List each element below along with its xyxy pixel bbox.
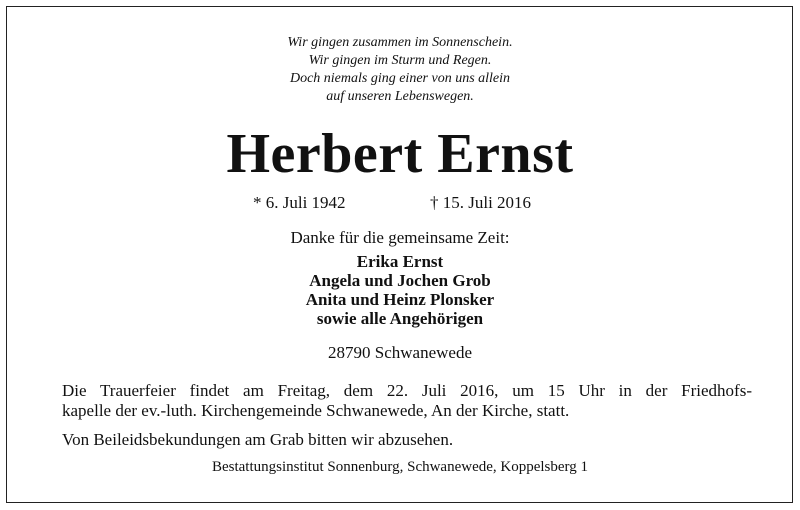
mourner-name: Anita und Heinz Plonsker	[305, 290, 495, 309]
deceased-name: Herbert Ernst	[226, 123, 574, 185]
thanks-line: Danke für die gemeinsame Zeit:	[290, 228, 510, 247]
funeral-notice-line: kapelle der ev.-luth. Kirchengemeinde Schwanewede, An der Kirche, statt.	[62, 401, 570, 420]
funeral-notice	[62, 381, 752, 421]
death-date: † 15. Juli 2016	[430, 193, 532, 212]
poem-line: auf unseren Lebenswegen.	[326, 89, 474, 104]
mourner-name: sowie alle Angehörigen	[316, 309, 484, 328]
poem-line: Wir gingen im Sturm und Regen.	[308, 53, 492, 68]
mourner-name: Angela und Jochen Grob	[309, 271, 491, 290]
mourner-name: Erika Ernst	[356, 252, 444, 271]
place-line: 28790 Schwanewede	[328, 343, 472, 362]
funeral-notice-line: Die Trauerfeier findet am Freitag, dem 22. Juli 2016, um 15 Uhr in der Friedhofs-	[62, 381, 752, 400]
memorial-poem	[0, 34, 800, 106]
birth-date: * 6. Juli 1942	[253, 193, 346, 212]
condolence-notice: Von Beileidsbekundungen am Grab bitten wir abzusehen.	[62, 430, 454, 449]
mourners-list	[0, 252, 800, 328]
poem-line: Doch niemals ging einer von uns allein	[289, 71, 511, 86]
undertaker-line: Bestattungsinstitut Sonnenburg, Schwanewede, Koppelsberg 1	[211, 459, 589, 475]
poem-line: Wir gingen zusammen im Sonnenschein.	[287, 35, 513, 50]
